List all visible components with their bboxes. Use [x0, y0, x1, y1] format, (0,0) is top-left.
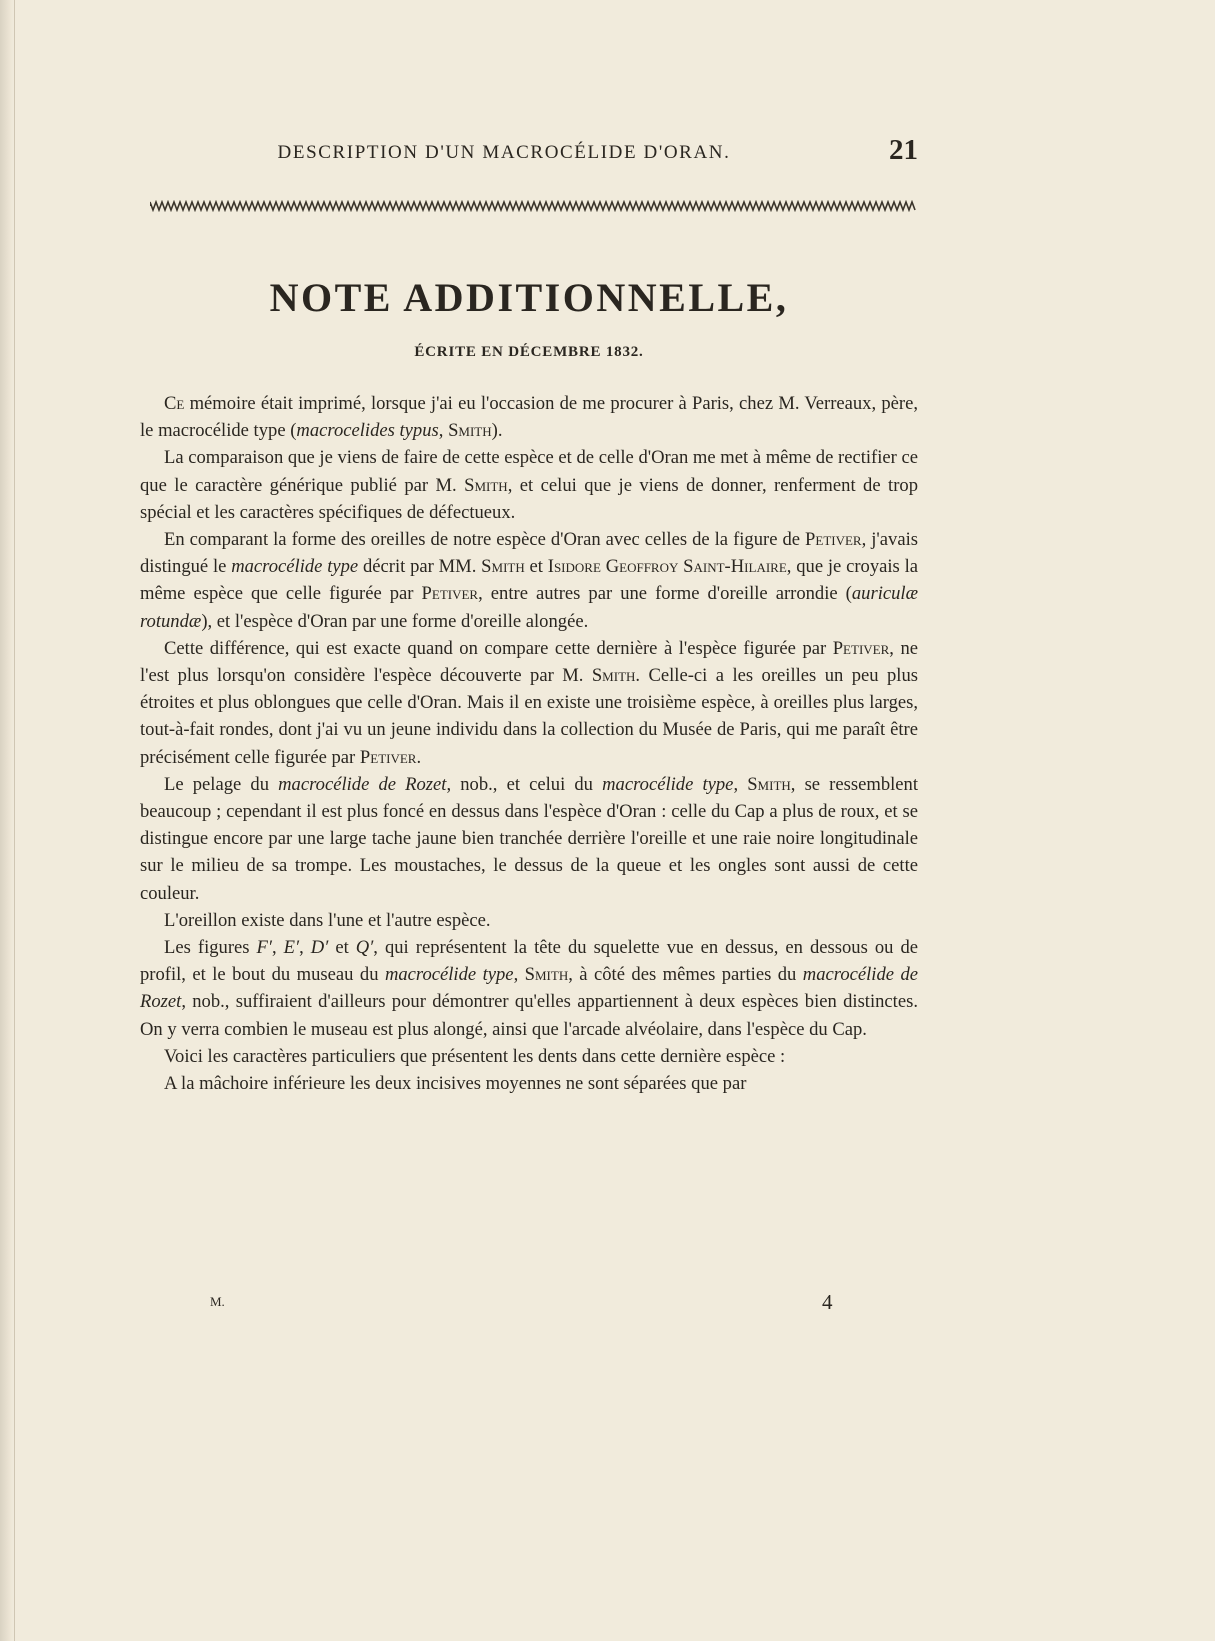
- text-run: , se ressemblent beaucoup ; cependant il est plus foncé en dessus dans l'espèce d'Oran : celle du Cap a plus de roux, et se distingue encore par une large tache jaune bien tranchée derrière l'oreille et une raie noire longitudinale sur le milieu de sa trompe. Les moustaches, le dessus de la queue et les ongles sont aussi de cette couleur.: [140, 773, 918, 904]
- small-caps-run: Smith: [481, 556, 525, 578]
- text-run: ,: [271, 937, 284, 959]
- running-head: [140, 134, 918, 174]
- text-run: ,: [733, 773, 748, 795]
- italic-run: macrocélide type: [384, 964, 514, 986]
- paragraph: [140, 934, 918, 1043]
- italic-run: macrocélide type: [602, 773, 734, 795]
- text-run: , nob., et celui du: [446, 773, 603, 795]
- signature-mark: M.: [210, 1294, 225, 1309]
- text-run: A la mâchoire inférieure les deux incisives moyennes ne sont séparées que par: [164, 1073, 747, 1095]
- italic-run: Q′: [355, 937, 374, 959]
- section-title: NOTE ADDITIONNELLE,: [269, 275, 789, 320]
- small-caps-run: Smith: [464, 474, 508, 496]
- text-run: , entre autres par une forme d'oreille arrondie (: [478, 583, 852, 605]
- page-binding-edge: [0, 0, 15, 1641]
- text-run: , nob., suffiraient d'ailleurs pour démontrer qu'elles appartiennent à deux espèces bien distinctes. On y verra combien le museau est plus alongé, ainsi que l'arcade alvéolaire, dans l'espèce du Cap.: [140, 991, 918, 1040]
- text-run: , que je croyais la même espèce que celle figurée par: [140, 556, 919, 605]
- small-caps-run: Smith: [448, 420, 492, 442]
- text-run: La comparaison que je viens de faire de cette espèce et de celle d'Oran me met à même de rectifier ce que le caractère générique publié par M.: [140, 447, 918, 496]
- text-run: et: [328, 937, 356, 959]
- text-run: ,: [513, 964, 525, 986]
- small-caps-run: Ce: [164, 393, 185, 414]
- italic-run: macrocélide type: [231, 556, 359, 578]
- small-caps-run: Petiver: [832, 637, 890, 659]
- running-title: DESCRIPTION D'UN MACROCÉLIDE D'ORAN.: [277, 142, 731, 163]
- text-run: Cette différence, qui est exacte quand on compare cette dernière à l'espèce figurée par: [164, 637, 833, 659]
- text-run: mémoire était imprimé, lorsque j'ai eu l'occasion de me procurer à Paris, chez M. Verreaux, père, le macrocélide type (: [140, 393, 918, 442]
- text-run: Les figures: [164, 937, 257, 959]
- text-run: ).: [491, 420, 503, 442]
- text-run: L'oreillon existe dans l'une et l'autre espèce.: [164, 909, 491, 931]
- text-run: ,: [438, 420, 449, 442]
- section-subtitle: ÉCRITE EN DÉCEMBRE 1832.: [414, 344, 644, 360]
- paragraph: [140, 635, 918, 771]
- text-run: , j'avais distingué le: [140, 529, 918, 578]
- text-run: et: [524, 556, 548, 578]
- body-text: [140, 390, 918, 1097]
- text-run: .: [416, 746, 422, 768]
- text-run: En comparant la forme des oreilles de notre espèce d'Oran avec celles de la figure de: [164, 529, 806, 551]
- text-run: , à côté des mêmes parties du: [568, 964, 803, 986]
- paragraph: [140, 771, 918, 907]
- italic-run: D′: [310, 937, 329, 959]
- paragraph: [140, 444, 918, 526]
- italic-run: macrocélide de Rozet: [278, 773, 447, 795]
- italic-run: E′: [283, 937, 300, 959]
- small-caps-run: Petiver: [421, 583, 479, 605]
- paragraph: [140, 907, 918, 934]
- text-run: Voici les caractères particuliers que présentent les dents dans cette dernière espèce :: [164, 1045, 786, 1067]
- paragraph: [140, 390, 918, 444]
- small-caps-run: Smith: [747, 773, 791, 795]
- ornamental-rule: [150, 200, 916, 212]
- gathering-number: 4: [822, 1290, 833, 1314]
- paragraph: [140, 526, 918, 635]
- italic-run: macrocelides typus: [296, 420, 439, 442]
- text-run: décrit par MM.: [358, 556, 482, 578]
- italic-run: F′: [256, 937, 272, 959]
- text-run: ,: [299, 937, 311, 959]
- text-run: , qui représentent la tête du squelette vue en dessus, en dessous ou de profil, et le bout du museau du: [140, 937, 919, 986]
- text-run: Le pelage du: [164, 773, 279, 795]
- paragraph: [140, 1043, 918, 1070]
- small-caps-run: Petiver: [805, 529, 862, 551]
- text-run: , et celui que je viens de donner, renferment de trop spécial et les caractères spécifiques de défectueux.: [140, 474, 918, 523]
- signature-line: [140, 1290, 918, 1320]
- text-run: ), et l'espèce d'Oran par une forme d'oreille alongée.: [201, 610, 589, 632]
- text-run: , ne l'est plus lorsqu'on considère l'espèce découverte par M.: [140, 637, 918, 687]
- small-caps-run: Smith: [591, 665, 636, 687]
- small-caps-run: Smith: [524, 964, 569, 986]
- small-caps-run: Isidore Geoffroy Saint-Hilaire: [547, 556, 787, 578]
- page-number: 21: [889, 134, 918, 166]
- italic-run: auriculæ rotundæ: [140, 583, 918, 632]
- small-caps-run: Petiver: [359, 746, 417, 768]
- paragraph: [140, 1070, 918, 1097]
- book-page: [140, 0, 918, 1641]
- text-run: . Celle-ci a les oreilles un peu plus étroites et plus oblongues que celle d'Oran. Mais il en existe une troisième espèce, à oreilles plus larges, tout-à-fait rondes, dont j'ai vu un jeune individu dans la collection du Musée de Paris, qui me paraît être précisément celle figurée par: [140, 665, 918, 768]
- italic-run: macrocélide de Rozet: [140, 964, 918, 1013]
